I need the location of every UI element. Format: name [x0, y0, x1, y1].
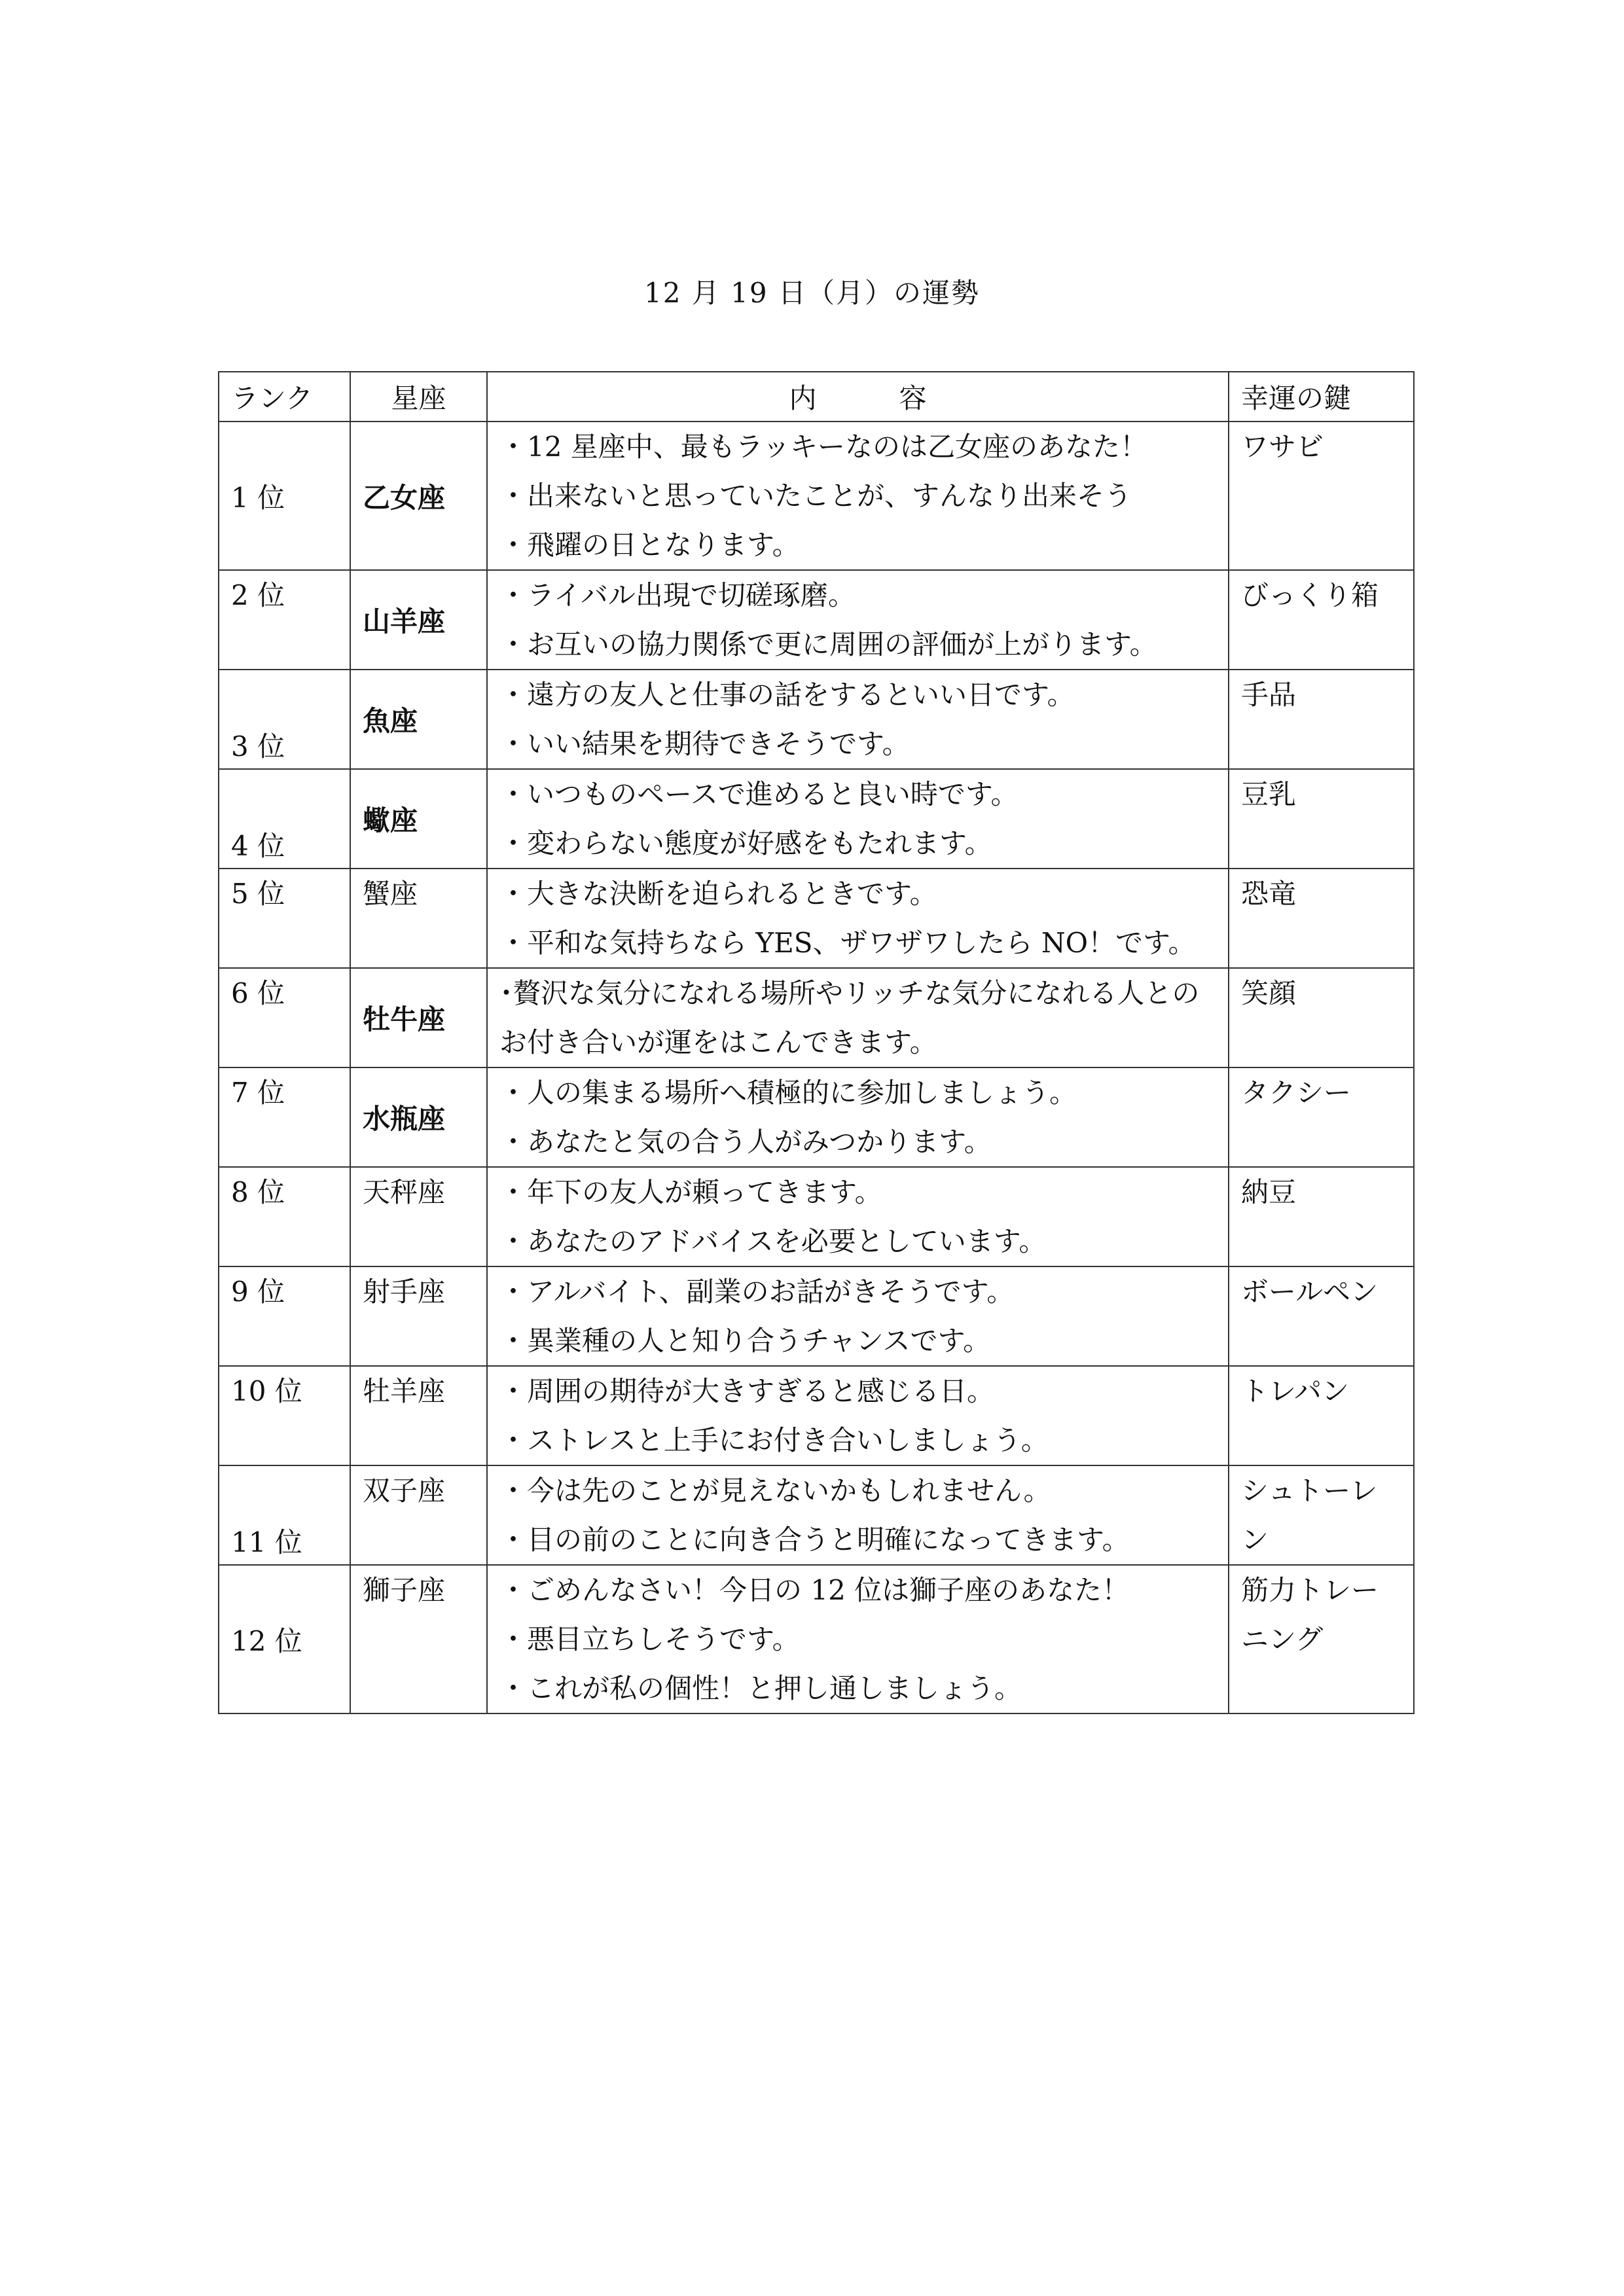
lucky-key-cell [1229, 1067, 1414, 1167]
content-line: ・大きな決断を迫られるときです。 [499, 878, 937, 910]
rank-cell [219, 1167, 350, 1266]
lucky-key-text: びっくり箱 [1241, 579, 1379, 611]
table-header-row [219, 372, 1414, 422]
lucky-key-cell [1229, 769, 1414, 869]
rank-text: 2 位 [231, 579, 285, 611]
lucky-key-cell [1229, 968, 1414, 1067]
content-cell [487, 769, 1229, 869]
content-line: ・変わらない態度が好感をもたれます。 [499, 827, 992, 859]
lucky-key-cell [1229, 1465, 1414, 1565]
content-cell [487, 869, 1229, 968]
sign-cell: 乙女座 [350, 422, 487, 570]
rank-cell [219, 1366, 350, 1465]
rank-cell [219, 1266, 350, 1366]
sign-cell [350, 1167, 487, 1266]
rank-cell: 1 位 [219, 422, 350, 570]
table-row [219, 968, 1414, 1067]
sign-cell [350, 869, 487, 968]
sign-cell: 水瓶座 [350, 1067, 487, 1167]
table-row [219, 1067, 1414, 1167]
rank-text: 6 位 [231, 977, 285, 1009]
sign-text: 天秤座 [363, 1176, 446, 1208]
rank-text: 7 位 [231, 1077, 285, 1109]
content-cell [487, 1565, 1229, 1713]
sign-cell: 牡牛座 [350, 968, 487, 1067]
header-rank: ランク [219, 372, 350, 422]
header-lucky-key: 幸運の鍵 [1229, 372, 1414, 422]
lucky-key-cell [1229, 1266, 1414, 1366]
table-row [219, 869, 1414, 968]
content-cell [487, 1366, 1229, 1465]
rank-cell [219, 869, 350, 968]
content-cell [487, 422, 1229, 570]
table-row [219, 570, 1414, 670]
table-row [219, 422, 1414, 570]
lucky-key-cell [1229, 869, 1414, 968]
lucky-key-cell [1229, 1366, 1414, 1465]
content-line: ・お互いの協力関係で更に周囲の評価が上がります。 [499, 628, 1157, 660]
sign-cell: 魚座 [350, 670, 487, 769]
lucky-key-cell [1229, 1167, 1414, 1266]
lucky-key-text: ボールペン [1241, 1276, 1379, 1308]
content-line: ・これが私の個性！と押し通しましょう。 [499, 1672, 1022, 1704]
rank-cell: 12 位 [219, 1565, 350, 1713]
content-line: ・平和な気持ちなら YES、ザワザワしたら NO！です。 [499, 927, 1196, 959]
table-row [219, 670, 1414, 769]
content-line: ・年下の友人が頼ってきます。 [499, 1176, 882, 1208]
fortune-table [218, 371, 1415, 1714]
content-paragraph: ･贅沢な気分になれる場所やリッチな気分になれる人とのお付き合いが運をはこんできます。 [499, 977, 1200, 1058]
lucky-key-text: シュトーレン [1241, 1475, 1378, 1556]
lucky-key-text: ワサビ [1241, 431, 1324, 463]
lucky-key-text: 筋力トレーニング [1241, 1574, 1379, 1655]
content-line: ・人の集まる場所へ積極的に参加しましょう。 [499, 1077, 1077, 1109]
content-cell [487, 1266, 1229, 1366]
lucky-key-text: 恐竜 [1241, 878, 1297, 910]
content-cell [487, 968, 1229, 1067]
content-line: ・異業種の人と知り合うチャンスです。 [499, 1325, 991, 1357]
lucky-key-text: 豆乳 [1241, 778, 1297, 810]
lucky-key-text: トレパン [1241, 1375, 1350, 1407]
rank-text: 5 位 [231, 878, 285, 910]
table-row [219, 1465, 1414, 1565]
lucky-key-text: タクシー [1241, 1077, 1352, 1109]
rank-cell: 4 位 [219, 769, 350, 869]
content-cell [487, 570, 1229, 670]
content-line: ・あなたと気の合う人がみつかります。 [499, 1126, 992, 1158]
lucky-key-cell [1229, 570, 1414, 670]
sign-cell [350, 1266, 487, 1366]
content-cell [487, 1067, 1229, 1167]
sign-cell: 山羊座 [350, 570, 487, 670]
content-line: ・あなたのアドバイスを必要としています。 [499, 1225, 1047, 1257]
content-line: ・悪目立ちしそうです。 [499, 1623, 800, 1655]
lucky-key-cell [1229, 1565, 1414, 1713]
rank-cell [219, 1067, 350, 1167]
rank-text: 9 位 [231, 1276, 285, 1308]
lucky-key-text: 納豆 [1241, 1176, 1297, 1208]
page-title: 12 月 19 日（月）の運勢 [644, 277, 980, 309]
table-row [219, 1167, 1414, 1266]
rank-text: 10 位 [231, 1375, 302, 1407]
content-line: ・出来ないと思っていたことが、すんなり出来そう [499, 480, 1132, 512]
table-row [219, 1266, 1414, 1366]
table-row [219, 1565, 1414, 1713]
rank-text: 8 位 [231, 1176, 285, 1208]
content-line: ・12 星座中、最もラッキーなのは乙女座のあなた！ [499, 431, 1147, 463]
content-line: ・いつものペースで進めると良い時です。 [499, 778, 1019, 810]
content-line: ・遠方の友人と仕事の話をするといい日です。 [499, 679, 1075, 711]
rank-cell: 3 位 [219, 670, 350, 769]
sign-text: 蟹座 [363, 878, 418, 910]
sign-cell [350, 1565, 487, 1713]
table-row [219, 769, 1414, 869]
lucky-key-text: 笑顔 [1241, 977, 1297, 1009]
lucky-key-cell [1229, 670, 1414, 769]
header-sign: 星座 [350, 372, 487, 422]
sign-text: 牡羊座 [363, 1375, 446, 1407]
header-content: 内 容 [487, 372, 1229, 422]
sign-cell: 蠍座 [350, 769, 487, 869]
content-line: ・いい結果を期待できそうです。 [499, 728, 910, 760]
content-cell [487, 1465, 1229, 1565]
content-line: ・飛躍の日となります。 [499, 529, 800, 561]
rank-cell [219, 570, 350, 670]
content-line: ・周囲の期待が大きすぎると感じる日。 [499, 1375, 995, 1407]
sign-text: 獅子座 [363, 1574, 446, 1606]
content-cell [487, 1167, 1229, 1266]
content-line: ・ライバル出現で切磋琢磨。 [499, 579, 856, 611]
table-row [219, 1366, 1414, 1465]
sign-text: 双子座 [363, 1475, 446, 1507]
content-line: ・ストレスと上手にお付き合いしましょう。 [499, 1424, 1049, 1456]
sign-cell [350, 1465, 487, 1565]
lucky-key-text: 手品 [1241, 679, 1297, 711]
sign-text: 射手座 [363, 1276, 446, 1308]
content-line: ・今は先のことが見えないかもしれません。 [499, 1475, 1051, 1507]
content-line: ・ごめんなさい！今日の 12 位は獅子座のあなた！ [499, 1574, 1130, 1606]
rank-cell [219, 968, 350, 1067]
sign-cell [350, 1366, 487, 1465]
rank-cell: 11 位 [219, 1465, 350, 1565]
content-cell [487, 670, 1229, 769]
lucky-key-cell [1229, 422, 1414, 570]
content-line: ・目の前のことに向き合うと明確になってきます。 [499, 1524, 1130, 1556]
content-line: ・アルバイト、副業のお話がきそうです。 [499, 1276, 1015, 1308]
